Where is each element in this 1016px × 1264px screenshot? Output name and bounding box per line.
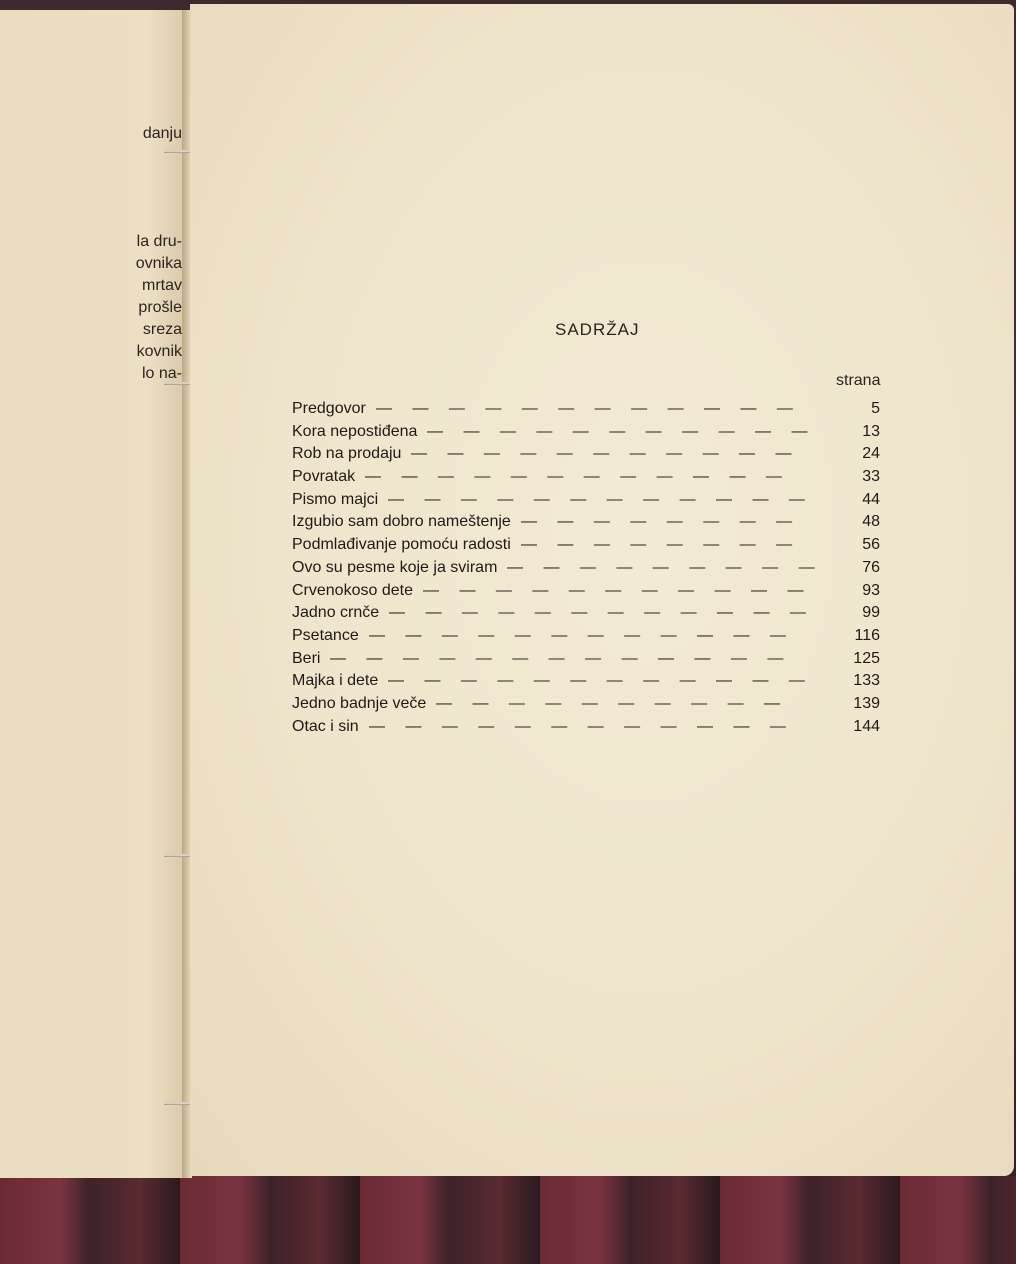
toc-entry-title: Rob na prodaju — [292, 445, 402, 463]
toc-entry-title: Kora nepostiđena — [292, 422, 418, 440]
left-page-fragment: kovnik — [136, 343, 182, 360]
toc-leader-dashes: — — — — — — — — — — — — — [369, 626, 794, 644]
toc-entry — [292, 536, 888, 559]
toc-leader-dashes: — — — — — — — — — — — — — [376, 400, 801, 417]
toc-entry-page: 125 — [853, 649, 880, 667]
toc-entry-page: 93 — [862, 581, 880, 599]
toc-leader-dashes: — — — — — — — — — — — — [427, 422, 816, 440]
toc-entry-title: Beri — [292, 649, 321, 667]
toc-entry — [292, 582, 888, 605]
toc-entry-title: Povratak — [292, 468, 356, 486]
left-page-fragment: lo na- — [141, 365, 182, 382]
toc-leader-dashes: — — — — — — — — — — — — — [388, 672, 813, 690]
toc-entry — [292, 559, 888, 582]
toc-entry-page: 56 — [862, 536, 880, 554]
toc-entry-page: 13 — [862, 422, 880, 440]
toc-entry-page: 139 — [853, 694, 880, 712]
toc-leader-dashes: — — — — — — — — — [521, 513, 801, 531]
left-page-fragment: sreza — [142, 321, 182, 338]
toc-entry — [292, 627, 888, 650]
left-page-fragment: prošle — [138, 299, 182, 316]
toc-entry-page: 116 — [854, 626, 880, 644]
toc-entry-page: 44 — [862, 490, 880, 508]
toc-entry-title: Majka i dete — [292, 672, 379, 690]
toc-leader-dashes: — — — — — — — — — — — [436, 694, 789, 712]
toc-entry-title: Podmlađivanje pomoću radosti — [292, 536, 511, 554]
toc-entry — [292, 491, 888, 514]
toc-entry-title: Otac i sin — [292, 717, 359, 735]
toc-entry-title: Jedno badnje veče — [292, 694, 427, 712]
left-page-fragment: danju — [142, 125, 182, 142]
toc-leader-dashes: — — — — — — — — — — — — — — [330, 649, 792, 667]
toc-entry-title: Ovo su pesme koje ja sviram — [292, 558, 498, 576]
toc-leader-dashes: — — — — — — — — — — — — — [388, 490, 813, 508]
toc-entry — [292, 695, 888, 718]
toc-entry — [292, 400, 888, 423]
toc-leader-dashes: — — — — — — — — — — — — — [369, 717, 794, 735]
toc-entry-title: Jadno crnče — [292, 604, 380, 622]
left-page-fragment: mrtav — [142, 277, 182, 294]
toc-leader-dashes: — — — — — — — — — — — — — [389, 604, 814, 622]
toc-entry-page: 133 — [853, 672, 880, 690]
toc-entry — [292, 718, 888, 741]
toc-entry-title: Pismo majci — [292, 490, 379, 508]
toc-entry-title: Izgubio sam dobro nameštenje — [292, 513, 511, 531]
table-of-contents — [292, 400, 888, 740]
toc-entry-page: 99 — [862, 604, 880, 622]
toc-entry-page: 24 — [862, 445, 880, 463]
toc-entry — [292, 445, 888, 468]
toc-entry — [292, 650, 888, 673]
toc-entry — [292, 604, 888, 627]
toc-entry-title: Predgovor — [292, 400, 366, 417]
left-page-fragment: la dru- — [136, 233, 182, 250]
toc-entry-page: 33 — [862, 468, 880, 486]
toc-entry — [292, 468, 888, 491]
toc-leader-dashes: — — — — — — — — — — — — — [365, 468, 790, 486]
toc-heading: SADRŽAJ — [555, 320, 640, 339]
toc-entry — [292, 513, 888, 536]
toc-entry-page: 144 — [853, 717, 880, 735]
toc-entry — [292, 423, 888, 446]
toc-leader-dashes: — — — — — — — — — — [507, 558, 823, 576]
background-fabric — [0, 1176, 1016, 1264]
left-page-fragment: ovnika — [135, 255, 182, 272]
toc-entry-title: Psetance — [292, 626, 359, 644]
toc-leader-dashes: — — — — — — — — — [521, 536, 801, 554]
toc-leader-dashes: — — — — — — — — — — — — [411, 445, 800, 463]
page-column-label: strana — [836, 372, 881, 389]
toc-entry-page: 5 — [871, 400, 880, 417]
toc-entry-title: Crvenokoso dete — [292, 581, 413, 599]
toc-entry — [292, 672, 888, 695]
toc-entry-page: 76 — [862, 558, 880, 576]
toc-entry-page: 48 — [862, 513, 880, 531]
toc-leader-dashes: — — — — — — — — — — — — [423, 581, 812, 599]
left-page — [0, 10, 186, 1178]
